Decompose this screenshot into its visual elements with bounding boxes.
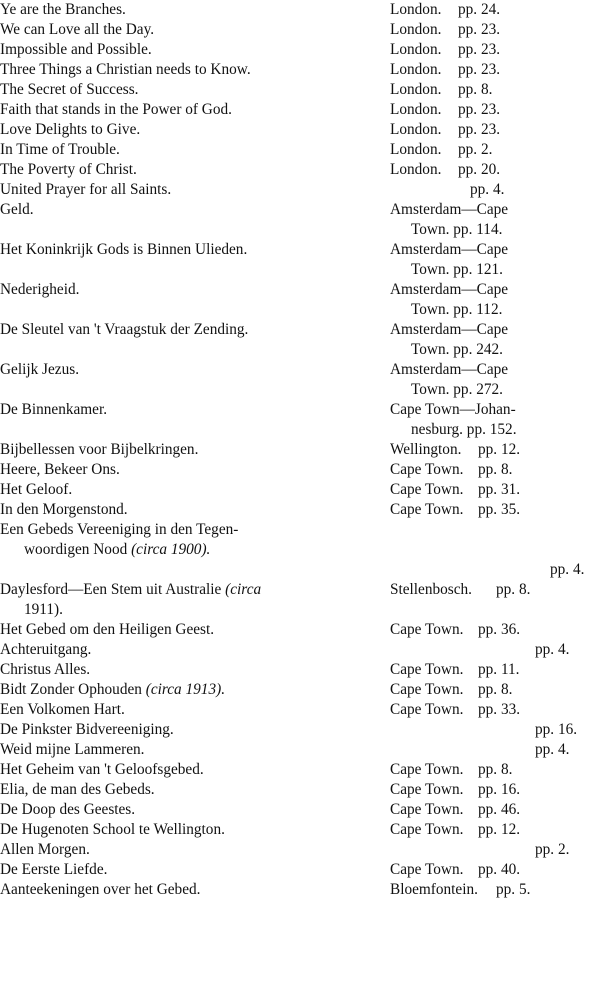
page-count: pp. 4.: [535, 741, 570, 758]
entry-title: Het Geloof.: [0, 481, 73, 498]
entry-title: Aanteekeningen over het Gebed.: [0, 881, 201, 898]
entry-title: Bijbellessen voor Bijbelkringen.: [0, 441, 199, 458]
page-count: pp. 23.: [458, 61, 501, 78]
publisher-place: London.: [390, 41, 442, 58]
entry-title: De Hugenoten School te Wellington.: [0, 821, 225, 838]
entry-date-note: (circa: [225, 581, 262, 598]
page-count: pp. 12.: [478, 821, 521, 838]
entry-title: Achteruitgang.: [0, 641, 92, 658]
entry-title-continuation: 1911).: [24, 601, 63, 618]
entry-title: Heere, Bekeer Ons.: [0, 461, 120, 478]
page-count: pp. 16.: [535, 721, 578, 738]
entry-title: Gelijk Jezus.: [0, 361, 80, 378]
entry-title: We can Love all the Day.: [0, 21, 155, 38]
entry-title: De Doop des Geestes.: [0, 801, 136, 818]
publisher-place-continuation: Town. pp. 121.: [411, 261, 503, 278]
page-count: pp. 36.: [478, 621, 521, 638]
page-count: pp. 8.: [478, 681, 513, 698]
page-count: pp. 46.: [478, 801, 521, 818]
entry-title: Three Things a Christian needs to Know.: [0, 61, 251, 78]
page-count: pp. 8.: [458, 81, 493, 98]
page-count: pp. 8.: [478, 461, 513, 478]
publisher-place: Cape Town.: [390, 621, 464, 638]
bibliography-entry: [0, 280, 590, 320]
publisher-place: Amsterdam—Cape: [390, 281, 509, 298]
publisher-place: Cape Town.: [390, 461, 464, 478]
publisher-place: Cape Town.: [390, 661, 464, 678]
entry-title: United Prayer for all Saints.: [0, 181, 172, 198]
publisher-place: Cape Town.: [390, 481, 464, 498]
page-count: pp. 23.: [458, 21, 501, 38]
entry-title: Allen Morgen.: [0, 841, 90, 858]
publisher-place: Stellenbosch.: [390, 581, 472, 598]
publisher-place: Cape Town.: [390, 761, 464, 778]
page-count: pp. 23.: [458, 41, 501, 58]
entry-date-note: (circa 1913).: [145, 681, 226, 698]
publisher-place: Wellington.: [390, 441, 462, 458]
page-count: pp. 4.: [535, 641, 570, 658]
publisher-place: Cape Town.: [390, 861, 464, 878]
publisher-place: London.: [390, 101, 442, 118]
bibliography-entry: [0, 320, 590, 360]
bibliography-entry: [0, 200, 590, 240]
publisher-place: Cape Town.: [390, 701, 464, 718]
page-count: pp. 2.: [535, 841, 570, 858]
publisher-place: Amsterdam—Cape: [390, 321, 509, 338]
entry-title: De Sleutel van 't Vraagstuk der Zending.: [0, 321, 249, 338]
page-count: pp. 16.: [478, 781, 521, 798]
publisher-place: London.: [390, 21, 442, 38]
page-count: pp. 20.: [458, 161, 501, 178]
publisher-place-continuation: Town. pp. 114.: [411, 221, 503, 238]
entry-title: The Poverty of Christ.: [0, 161, 137, 178]
publisher-place: London.: [390, 81, 442, 98]
entry-title: Bidt Zonder Ophouden (circa 1913).: [0, 681, 226, 698]
bibliography-entry: [0, 580, 590, 620]
page-count: pp. 33.: [478, 701, 521, 718]
page-count: pp. 11.: [478, 661, 520, 678]
publisher-place: Cape Town.: [390, 501, 464, 518]
entry-title: Christus Alles.: [0, 661, 91, 678]
entry-title: Love Delights to Give.: [0, 121, 141, 138]
publisher-place: Amsterdam—Cape: [390, 361, 509, 378]
page-count: pp. 8.: [478, 761, 513, 778]
page-count: pp. 8.: [496, 581, 531, 598]
page-count: pp. 23.: [458, 101, 501, 118]
entry-title: Ye are the Branches.: [0, 1, 126, 18]
page-count: pp. 2.: [458, 141, 493, 158]
publisher-place-continuation: Town. pp. 272.: [411, 381, 503, 398]
entry-title: Geld.: [0, 201, 34, 218]
publisher-place: Bloemfontein.: [390, 881, 478, 898]
entry-title: In den Morgenstond.: [0, 501, 128, 518]
entry-title: Daylesford—Een Stem uit Australie (circa: [0, 581, 262, 598]
publisher-place: London.: [390, 161, 442, 178]
entry-title: De Binnenkamer.: [0, 401, 108, 418]
publisher-place: Cape Town.: [390, 801, 464, 818]
entry-title: Het Gebed om den Heiligen Geest.: [0, 621, 215, 638]
page-count: pp. 40.: [478, 861, 521, 878]
page-count: pp. 31.: [478, 481, 521, 498]
entry-title: Een Volkomen Hart.: [0, 701, 125, 718]
entry-title: Een Gebeds Vereeniging in den Tegen-: [0, 521, 239, 538]
bibliography-entry: [0, 360, 590, 400]
publisher-place: London.: [390, 121, 442, 138]
entry-title: Elia, de man des Gebeds.: [0, 781, 155, 798]
entry-date-note: (circa 1900).: [131, 541, 211, 558]
publisher-place: Amsterdam—Cape: [390, 201, 509, 218]
page-count: pp. 4.: [550, 561, 585, 578]
publisher-place: Cape Town—Johan-: [390, 401, 516, 418]
entry-title-continuation: woordigen Nood (circa 1900).: [24, 541, 211, 558]
publisher-place: London.: [390, 61, 442, 78]
bibliography-entry: [0, 240, 590, 280]
entry-title: Faith that stands in the Power of God.: [0, 101, 232, 118]
entry-title: Weid mijne Lammeren.: [0, 741, 145, 758]
publisher-place-continuation: nesburg. pp. 152.: [411, 421, 517, 438]
page-count: pp. 24.: [458, 1, 501, 18]
page-count: pp. 5.: [496, 881, 531, 898]
entry-title: Impossible and Possible.: [0, 41, 152, 58]
page-count: pp. 4.: [470, 181, 505, 198]
bibliography-entry: [0, 880, 590, 920]
publisher-place-continuation: Town. pp. 112.: [411, 301, 503, 318]
page-count: pp. 23.: [458, 121, 501, 138]
publisher-place-continuation: Town. pp. 242.: [411, 341, 503, 358]
entry-title: Nederigheid.: [0, 281, 80, 298]
publisher-place: Cape Town.: [390, 681, 464, 698]
bibliography-entry: [0, 520, 590, 578]
publisher-place: Cape Town.: [390, 781, 464, 798]
entry-title: De Pinkster Bidvereeniging.: [0, 721, 174, 738]
entry-title: In Time of Trouble.: [0, 141, 120, 158]
entry-title: Het Koninkrijk Gods is Binnen Ulieden.: [0, 241, 248, 258]
publisher-place: Cape Town.: [390, 821, 464, 838]
publisher-place: London.: [390, 1, 442, 18]
publisher-place: London.: [390, 141, 442, 158]
entry-title: Het Geheim van 't Geloofsgebed.: [0, 761, 204, 778]
publisher-place: Amsterdam—Cape: [390, 241, 509, 258]
entry-title: The Secret of Success.: [0, 81, 139, 98]
bibliography-entry: [0, 400, 590, 440]
entry-title: De Eerste Liefde.: [0, 861, 108, 878]
page-count: pp. 12.: [478, 441, 521, 458]
page-count: pp. 35.: [478, 501, 521, 518]
